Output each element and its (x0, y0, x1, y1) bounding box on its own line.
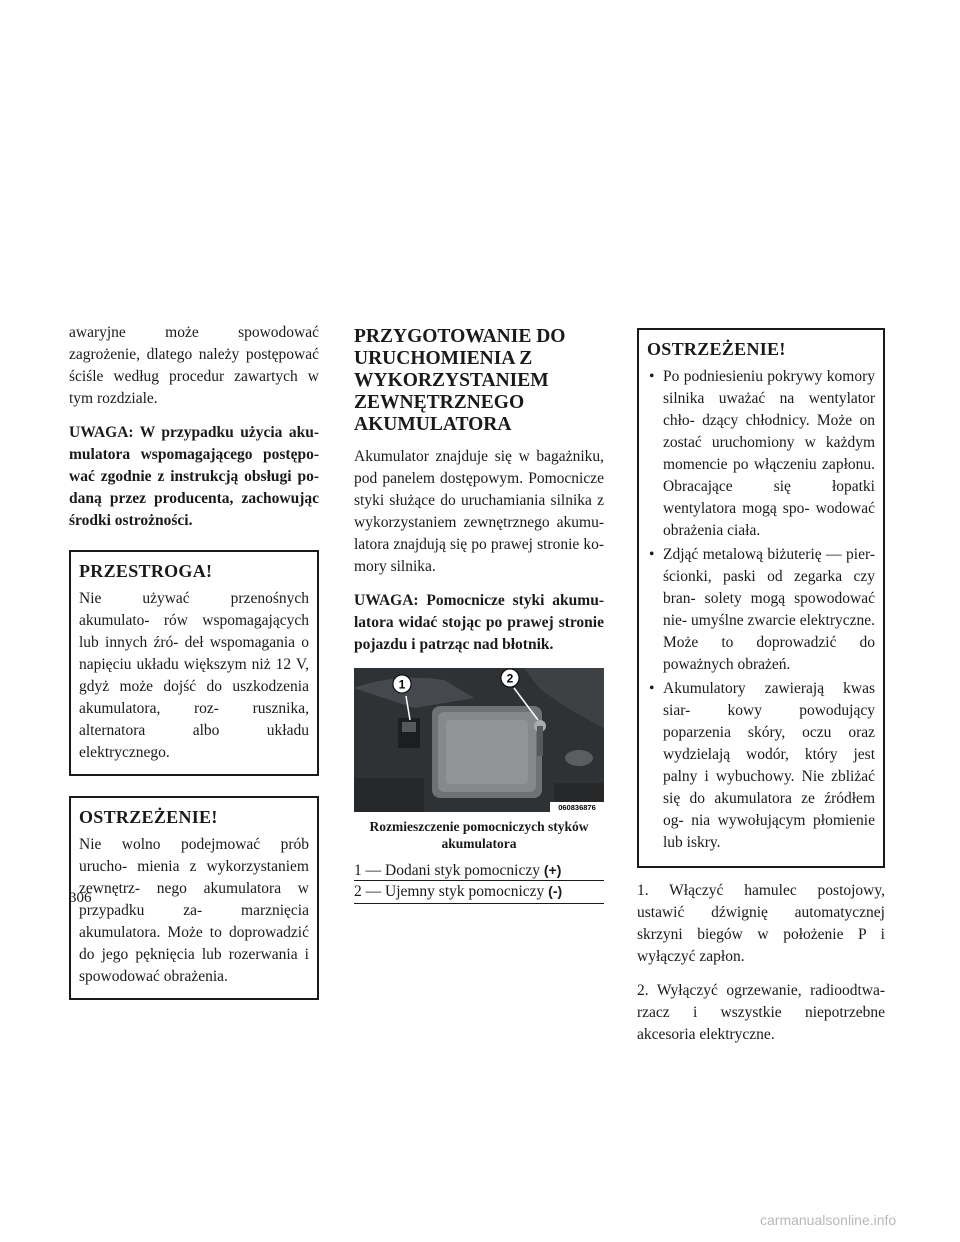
legend-item: 2 — Ujemny styk pomocniczy (-) (354, 880, 604, 901)
figure-code: 060836876 (558, 803, 596, 812)
caution-text: Nie używać przenośnych akumulato- rów wspomagających lub innych źró- deł wspomagania o napięciu układu większym niż 12 V, gdyż może dojść do uszkodzenia akumulatora, roz- rusznika, alternatora albo układu elektrycznego. (79, 590, 309, 761)
engine-bay-figure (354, 668, 604, 812)
column-middle (354, 322, 604, 904)
step-2: 2. Wyłączyć ogrzewanie, radioodtwa- rzacz i wszystkie niepotrzebne akcesoria elektryczne. (637, 982, 885, 1043)
step-1: 1. Włączyć hamulec postojowy, ustawić dźwignię automatycznej skrzyni biegów w położenie P i wyłączyć zapłon. (637, 882, 885, 965)
callout-1-label: 1 (398, 677, 406, 692)
engine-bay-illustration (354, 668, 604, 812)
warning-bullet: • Zdjąć metalową biżuterię — pier- ścionki, paski od zegarka czy bran- solety mogą spowodować nie- umyślne zwarcie elektryczne. Może to doprowadzić do poważnych obrażeń. (647, 544, 875, 676)
column-right (637, 322, 885, 1058)
figure-caption: Rozmieszczenie pomocniczych styków akumulatora (369, 819, 589, 851)
warning-title: OSTRZEŻENIE! (79, 807, 218, 827)
warning-bullet: • Akumulatory zawierają kwas siar- kowy powodujący poparzenia skóry, oczu oraz wydzielają wodór, który jest palny i wybuchowy. Nie zbliżać się do akumulatora ze źródłem og- nia wywołującym płomienie lub iskry. (647, 678, 875, 854)
warning-title: OSTRZEŻENIE! (647, 339, 786, 359)
warning-box-safety (637, 328, 885, 868)
figure-legend (354, 860, 604, 904)
note-booster-battery: UWAGA: W przypadku użycia aku- mulatora wspomagającego postępo- wać zgodnie z instrukcją obsługi po- daną przez producenta, zachowując środki ostrożności. (69, 424, 319, 529)
page-number: 306 (69, 890, 92, 906)
column-left (69, 322, 319, 1020)
warning-text: Nie wolno podejmować prób urucho- mienia z wykorzystaniem zewnętrz- nego akumulatora w przypadku za- marznięcia akumulatora. Może to doprowadzić do jego pęknięcia lub rozerwania i spowodować obrażenia. (79, 836, 309, 985)
note-remote-posts: UWAGA: Pomocnicze styki akumu- latora widać stojąc po prawej stronie pojazdu i patrząc nad błotnik. (354, 592, 604, 653)
warning-bullet: • Po podniesieniu pokrywy komory silnika uważać na wentylator chło- dzący chłodnicy. Może on zostać uruchomiony w każdym momencie po włączeniu zapłonu. Obracające się łopatki wentylatora mogą spo- wodować obrażenia ciała. (647, 366, 875, 542)
section-body: Akumulator znajduje się w bagażniku, pod panelem dostępowym. Pomocnicze styki służące do uruchamiania silnika z wykorzystaniem zewnętrznego akumu- latora znajdują się po prawej stronie ko- mory silnika. (354, 448, 604, 575)
callout-2-label: 2 (506, 671, 514, 686)
warning-list (647, 366, 875, 854)
intro-paragraph: awaryjne może spowodować zagrożenie, dlatego należy postępować ściśle według procedur zawartych w tym rozdziale. (69, 324, 319, 407)
caution-box (69, 550, 319, 776)
warning-box-frozen (69, 796, 319, 1000)
caution-title: PRZESTROGA! (79, 561, 213, 581)
watermark: carmanualsonline.info (760, 1212, 897, 1228)
legend-item: 1 — Dodani styk pomocniczy (+) (354, 862, 562, 879)
section-heading: PRZYGOTOWANIE DO URUCHOMIENIA Z WYKORZYSTANIEM ZEWNĘTRZNEGO AKUMULATORA (354, 326, 566, 435)
